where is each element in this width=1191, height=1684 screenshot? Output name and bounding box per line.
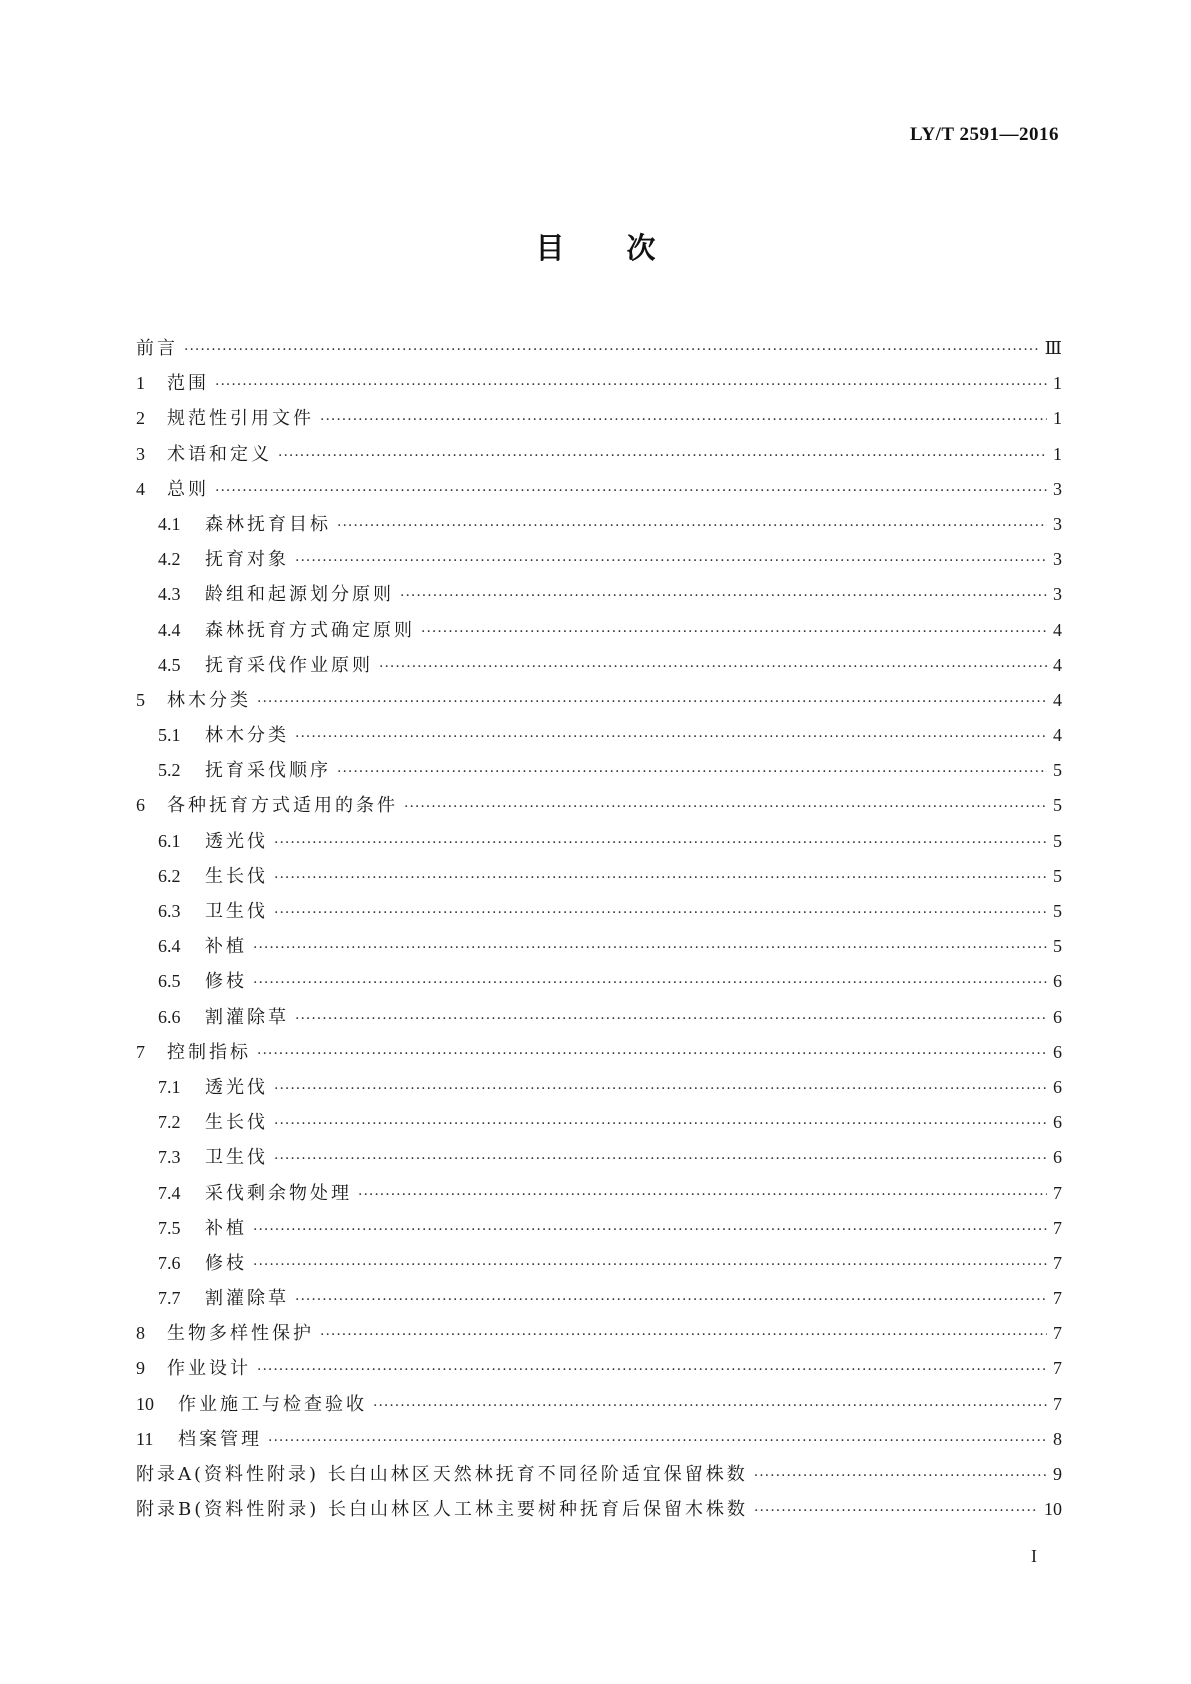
toc-entry-page: 3: [1053, 478, 1062, 499]
toc-entry[interactable]: [136, 929, 1062, 964]
table-of-contents: [136, 331, 1062, 1527]
toc-leader-dots: [379, 650, 1047, 685]
toc-entry-number: 6.5: [158, 971, 181, 992]
toc-leader-dots: [257, 1037, 1047, 1072]
toc-entry[interactable]: [136, 577, 1062, 612]
toc-entry-page: 8: [1053, 1428, 1062, 1449]
toc-entry-page: 4: [1053, 619, 1062, 640]
toc-entry-label: 林木分类: [167, 689, 251, 711]
toc-entry[interactable]: [136, 613, 1062, 648]
toc-entry[interactable]: [136, 1105, 1062, 1140]
toc-entry-label: 卫生伐: [205, 1147, 268, 1169]
toc-entry-number: 4.4: [158, 619, 181, 640]
toc-leader-dots: [274, 896, 1047, 931]
toc-entry-number: 4: [136, 478, 145, 499]
toc-entry-label: 作业设计: [167, 1358, 251, 1380]
toc-leader-dots: [215, 368, 1047, 403]
toc-entry-label: 抚育采伐顺序: [205, 760, 331, 782]
toc-entry-page: 3: [1053, 584, 1062, 605]
toc-leader-dots: [274, 826, 1047, 861]
toc-entry[interactable]: [136, 1316, 1062, 1351]
toc-entry-number: 7.2: [158, 1112, 181, 1133]
toc-leader-dots: [373, 1389, 1047, 1424]
toc-entry-label: 抚育采伐作业原则: [205, 654, 373, 676]
toc-entry-number: 4.5: [158, 654, 181, 675]
toc-entry[interactable]: [136, 683, 1062, 718]
toc-entry-label: 术语和定义: [167, 443, 272, 465]
toc-entry-number: 7.4: [158, 1182, 181, 1203]
toc-entry-label: 生长伐: [205, 865, 268, 887]
toc-entry-label: 档案管理: [178, 1428, 262, 1450]
toc-leader-dots: [337, 509, 1047, 544]
toc-entry-page: 9: [1053, 1464, 1062, 1484]
toc-entry-label: 抚育对象: [205, 549, 289, 571]
toc-entry[interactable]: [136, 1492, 1062, 1527]
toc-leader-dots: [320, 403, 1047, 438]
toc-entry-number: 7.5: [158, 1217, 181, 1238]
toc-entry-page: 6: [1053, 1006, 1062, 1027]
toc-entry-number: 7.7: [158, 1288, 181, 1309]
toc-entry-label: 生长伐: [205, 1112, 268, 1134]
toc-entry[interactable]: [136, 859, 1062, 894]
toc-entry-page: 3: [1053, 513, 1062, 534]
toc-entry[interactable]: [136, 366, 1062, 401]
toc-entry-label: 控制指标: [167, 1041, 251, 1063]
toc-entry-label: 范围: [167, 373, 209, 395]
toc-leader-dots: [253, 931, 1047, 966]
toc-leader-dots: [754, 1494, 1038, 1529]
toc-entry-number: 1: [136, 373, 145, 394]
toc-entry-page: 7: [1053, 1288, 1062, 1309]
toc-leader-dots: [274, 1142, 1047, 1177]
toc-entry-number: 4.2: [158, 549, 181, 570]
toc-entry[interactable]: [136, 1211, 1062, 1246]
toc-entry-page: 7: [1053, 1252, 1062, 1273]
toc-entry-page: 6: [1053, 1076, 1062, 1097]
toc-entry-label: 规范性引用文件: [167, 408, 314, 430]
toc-entry-number: 10: [136, 1393, 154, 1414]
toc-leader-dots: [274, 1072, 1047, 1107]
toc-leader-dots: [257, 685, 1047, 720]
toc-entry[interactable]: [136, 894, 1062, 929]
toc-entry-number: 7.3: [158, 1147, 181, 1168]
toc-entry-label: 附录B(资料性附录) 长白山林区人工林主要树种抚育后保留木株数: [136, 1499, 748, 1521]
toc-entry-number: 3: [136, 443, 145, 464]
toc-entry-label: 森林抚育方式确定原则: [205, 619, 415, 641]
toc-leader-dots: [274, 861, 1047, 896]
toc-entry-label: 附录A(资料性附录) 长白山林区天然林抚育不同径阶适宜保留株数: [136, 1464, 748, 1485]
toc-entry-number: 6.3: [158, 901, 181, 921]
toc-entry-label: 前言: [136, 338, 178, 359]
toc-entry[interactable]: [136, 1387, 1062, 1422]
toc-entry[interactable]: [136, 1246, 1062, 1281]
page-number: I: [1031, 1546, 1037, 1566]
toc-entry-label: 森林抚育目标: [205, 513, 331, 535]
toc-entry-label: 作业施工与检查验收: [178, 1393, 367, 1415]
toc-entry-number: 6: [136, 795, 145, 816]
toc-entry-page: 1: [1053, 408, 1062, 429]
toc-entry-page: 6: [1053, 1112, 1062, 1133]
toc-entry-number: 4.1: [158, 513, 181, 534]
toc-entry-page: 5: [1053, 936, 1062, 957]
toc-leader-dots: [268, 1424, 1047, 1459]
toc-leader-dots: [274, 1107, 1047, 1142]
toc-entry-page: 1: [1053, 373, 1062, 394]
toc-entry-label: 林木分类: [205, 725, 289, 747]
toc-entry[interactable]: [136, 542, 1062, 577]
toc-entry[interactable]: [136, 331, 1062, 366]
toc-entry[interactable]: [136, 1070, 1062, 1105]
toc-entry-page: 5: [1053, 760, 1062, 781]
toc-entry-page: 4: [1053, 689, 1062, 710]
toc-entry-page: 5: [1053, 865, 1062, 886]
toc-entry-number: 5: [136, 689, 145, 710]
toc-leader-dots: [215, 474, 1047, 509]
toc-entry-page: 6: [1053, 1041, 1062, 1062]
toc-leader-dots: [400, 579, 1047, 614]
toc-entry[interactable]: [136, 1351, 1062, 1386]
toc-leader-dots: [295, 1002, 1047, 1037]
toc-entry-page: 7: [1053, 1393, 1062, 1414]
toc-entry-number: 7.1: [158, 1076, 181, 1097]
toc-entry[interactable]: [136, 1000, 1062, 1035]
toc-entry-number: 7: [136, 1041, 145, 1062]
toc-entry-label: 修枝: [205, 1252, 247, 1274]
toc-leader-dots: [320, 1318, 1047, 1353]
toc-entry-page: 6: [1053, 1147, 1062, 1168]
toc-entry-number: 6.2: [158, 865, 181, 886]
toc-entry[interactable]: [136, 472, 1062, 507]
toc-leader-dots: [358, 1178, 1047, 1213]
toc-entry-page: 10: [1044, 1499, 1062, 1520]
toc-leader-dots: [337, 755, 1047, 790]
toc-entry-label: 割灌除草: [205, 1006, 289, 1028]
toc-entry-label: 透光伐: [205, 830, 268, 852]
toc-entry-page: Ⅲ: [1044, 338, 1062, 358]
toc-entry[interactable]: [136, 1035, 1062, 1070]
toc-entry-number: 6.1: [158, 830, 181, 851]
toc-leader-dots: [184, 333, 1039, 368]
toc-entry[interactable]: [136, 1140, 1062, 1175]
toc-entry-label: 龄组和起源划分原则: [205, 584, 394, 606]
toc-leader-dots: [754, 1459, 1047, 1494]
toc-entry-number: 5.2: [158, 760, 181, 781]
toc-entry[interactable]: [136, 824, 1062, 859]
toc-entry-label: 修枝: [205, 971, 247, 993]
toc-entry-number: 4.3: [158, 584, 181, 605]
toc-entry-label: 生物多样性保护: [167, 1323, 314, 1345]
toc-entry-page: 5: [1053, 795, 1062, 816]
toc-entry[interactable]: [136, 753, 1062, 788]
toc-entry-label: 透光伐: [205, 1076, 268, 1098]
toc-leader-dots: [421, 615, 1047, 650]
toc-entry-label: 卫生伐: [205, 901, 268, 922]
toc-entry[interactable]: [136, 401, 1062, 436]
toc-title: 目次: [535, 231, 718, 265]
toc-leader-dots: [253, 1248, 1047, 1283]
toc-leader-dots: [253, 1213, 1047, 1248]
toc-entry-page: 1: [1053, 443, 1062, 464]
toc-entry-page: 5: [1053, 830, 1062, 851]
toc-entry-page: 3: [1053, 549, 1062, 570]
toc-leader-dots: [253, 966, 1047, 1001]
toc-leader-dots: [295, 1283, 1047, 1318]
toc-entry[interactable]: [136, 437, 1062, 472]
toc-entry-number: 6.6: [158, 1006, 181, 1027]
toc-entry[interactable]: [136, 1176, 1062, 1211]
toc-entry[interactable]: [136, 1422, 1062, 1457]
toc-leader-dots: [278, 439, 1047, 474]
toc-entry[interactable]: [136, 788, 1062, 823]
standard-code: LY/T 2591—2016: [909, 124, 1059, 145]
toc-entry-number: 7.6: [158, 1252, 181, 1273]
toc-entry[interactable]: [136, 1457, 1062, 1492]
toc-entry-page: 5: [1053, 901, 1062, 921]
toc-entry[interactable]: [136, 718, 1062, 753]
toc-entry-page: 7: [1053, 1323, 1062, 1344]
toc-entry-page: 7: [1053, 1217, 1062, 1238]
toc-entry-label: 总则: [167, 478, 209, 500]
toc-entry-label: 采伐剩余物处理: [205, 1182, 352, 1204]
toc-entry-number: 6.4: [158, 936, 181, 957]
toc-leader-dots: [295, 720, 1047, 755]
toc-entry[interactable]: [136, 964, 1062, 999]
toc-entry-number: 5.1: [158, 725, 181, 746]
toc-entry-page: 6: [1053, 971, 1062, 992]
toc-entry-label: 割灌除草: [205, 1288, 289, 1310]
toc-entry[interactable]: [136, 507, 1062, 542]
toc-leader-dots: [295, 544, 1047, 579]
toc-entry-label: 补植: [205, 936, 247, 958]
toc-entry-page: 4: [1053, 725, 1062, 746]
toc-entry-number: 2: [136, 408, 145, 429]
toc-leader-dots: [257, 1353, 1047, 1388]
toc-entry[interactable]: [136, 648, 1062, 683]
toc-entry-page: 7: [1053, 1182, 1062, 1203]
toc-entry-number: 9: [136, 1358, 145, 1379]
toc-entry-page: 7: [1053, 1358, 1062, 1379]
toc-entry-label: 补植: [205, 1217, 247, 1239]
toc-entry-number: 11: [136, 1428, 154, 1449]
toc-entry-number: 8: [136, 1323, 145, 1344]
toc-entry[interactable]: [136, 1281, 1062, 1316]
toc-entry-page: 4: [1053, 654, 1062, 675]
toc-entry-label: 各种抚育方式适用的条件: [167, 795, 398, 817]
toc-leader-dots: [404, 790, 1047, 825]
